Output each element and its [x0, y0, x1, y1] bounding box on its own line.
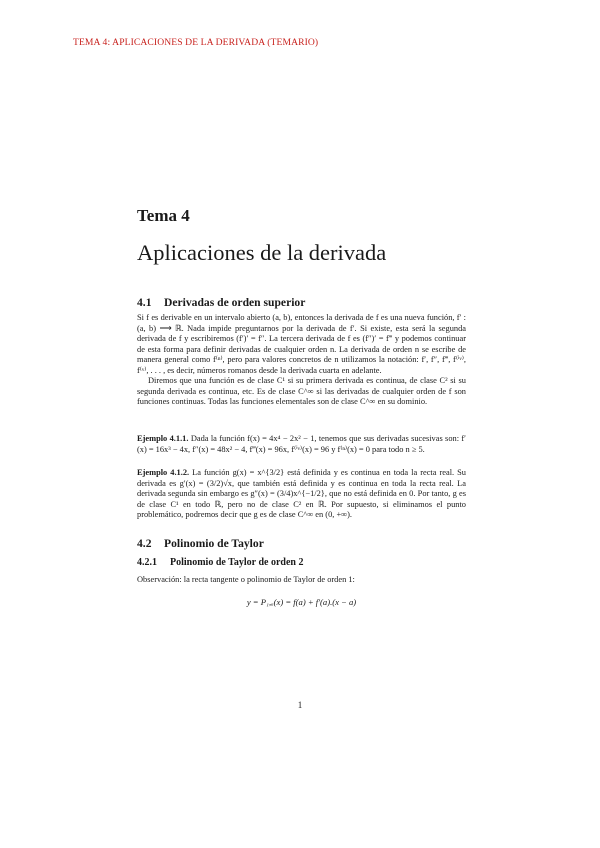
section-number: 4.1 — [137, 296, 152, 309]
section-title: Derivadas de orden superior — [164, 296, 306, 309]
section-4-1-body — [137, 313, 466, 408]
running-header: TEMA 4: APLICACIONES DE LA DERIVADA (TEMARIO) — [73, 37, 319, 48]
example-4-1-2 — [137, 468, 466, 521]
page-number: 1 — [297, 700, 303, 710]
paragraph-differentiability-class: Diremos que una función es de clase C¹ si su primera derivada es continua, de clase C² si su segunda derivada es continua, etc. Es de clase C^∞ si las derivadas de cualquier orden de f son funciones continuas. Todas las funciones elementales son de clase C^∞ en su dominio. — [137, 376, 466, 406]
example-text: La función g(x) = x^{3/2} está definida y es continua en toda la recta real. Su derivada es g′(x) = (3/2)√x, que también está definida y es continua en toda la recta real. La derivada segunda sin embargo es g″(x) = (3/4)x^{−1/2}, que no está definida en 0. Por tanto, g es de clase C¹ en todo ℝ, pero no de clase C² en ℝ. Por supuesto, si eliminamos el punto problemático, podremos decir que g es de clase C^∞ en (0, +∞). — [137, 468, 466, 519]
observation-text — [137, 575, 466, 586]
taylor-equation: y = P₁,ₐ(x) = f(a) + f′(a).(x − a) — [246, 597, 357, 607]
section-title: Polinomio de Taylor — [164, 537, 264, 550]
chapter-label: Tema 4 — [137, 206, 190, 225]
example-4-1-1 — [137, 434, 466, 455]
subsection-number: 4.2.1 — [137, 557, 157, 568]
section-heading-4-1 — [137, 296, 305, 309]
example-text: Dada la función f(x) = 4x⁴ − 2x² − 1, tenemos que sus derivadas sucesivas son: f′(x) = 16x³ − 4x, f″(x) = 48x² − 4, f‴(x) = 96x, f⁽ⁱᵛ⁾(x) = 96 y f⁽ⁿ⁾(x) = 0 para todo n ≥ 5. — [137, 434, 467, 454]
subsection-title: Polinomio de Taylor de orden 2 — [170, 557, 304, 568]
example-label: Ejemplo 4.1.2. — [137, 468, 190, 477]
paragraph-higher-derivatives: Si f es derivable en un intervalo abierto (a, b), entonces la derivada de f es una nueva función, f′ : (a, b) ⟶ ℝ. Nada impide preguntarnos por la derivada de f′. Si existe, esta será la segunda derivada de f y escribiremos (f′)′ = f″. La tercera derivada de f es (f″)′ = f‴ y podemos continuar de esta forma para definir derivadas de cualquier orden n. La derivada de orden n se escribe de manera general como f⁽ⁿ⁾, pero para valores concretos de n utilizamos la notación: f′, f″, f‴, f⁽ⁱᵛ⁾, f⁽ᵛ⁾, . . . , es decir, números romanos desde la derivada cuarta en adelante. — [137, 313, 466, 375]
example-label: Ejemplo 4.1.1. — [137, 434, 189, 443]
subsection-heading-4-2-1 — [137, 557, 303, 568]
observation-paragraph: Observación: la recta tangente o polinomio de Taylor de orden 1: — [137, 575, 355, 584]
chapter-title: Aplicaciones de la derivada — [137, 240, 387, 265]
section-number: 4.2 — [137, 537, 152, 550]
section-heading-4-2 — [137, 537, 264, 550]
